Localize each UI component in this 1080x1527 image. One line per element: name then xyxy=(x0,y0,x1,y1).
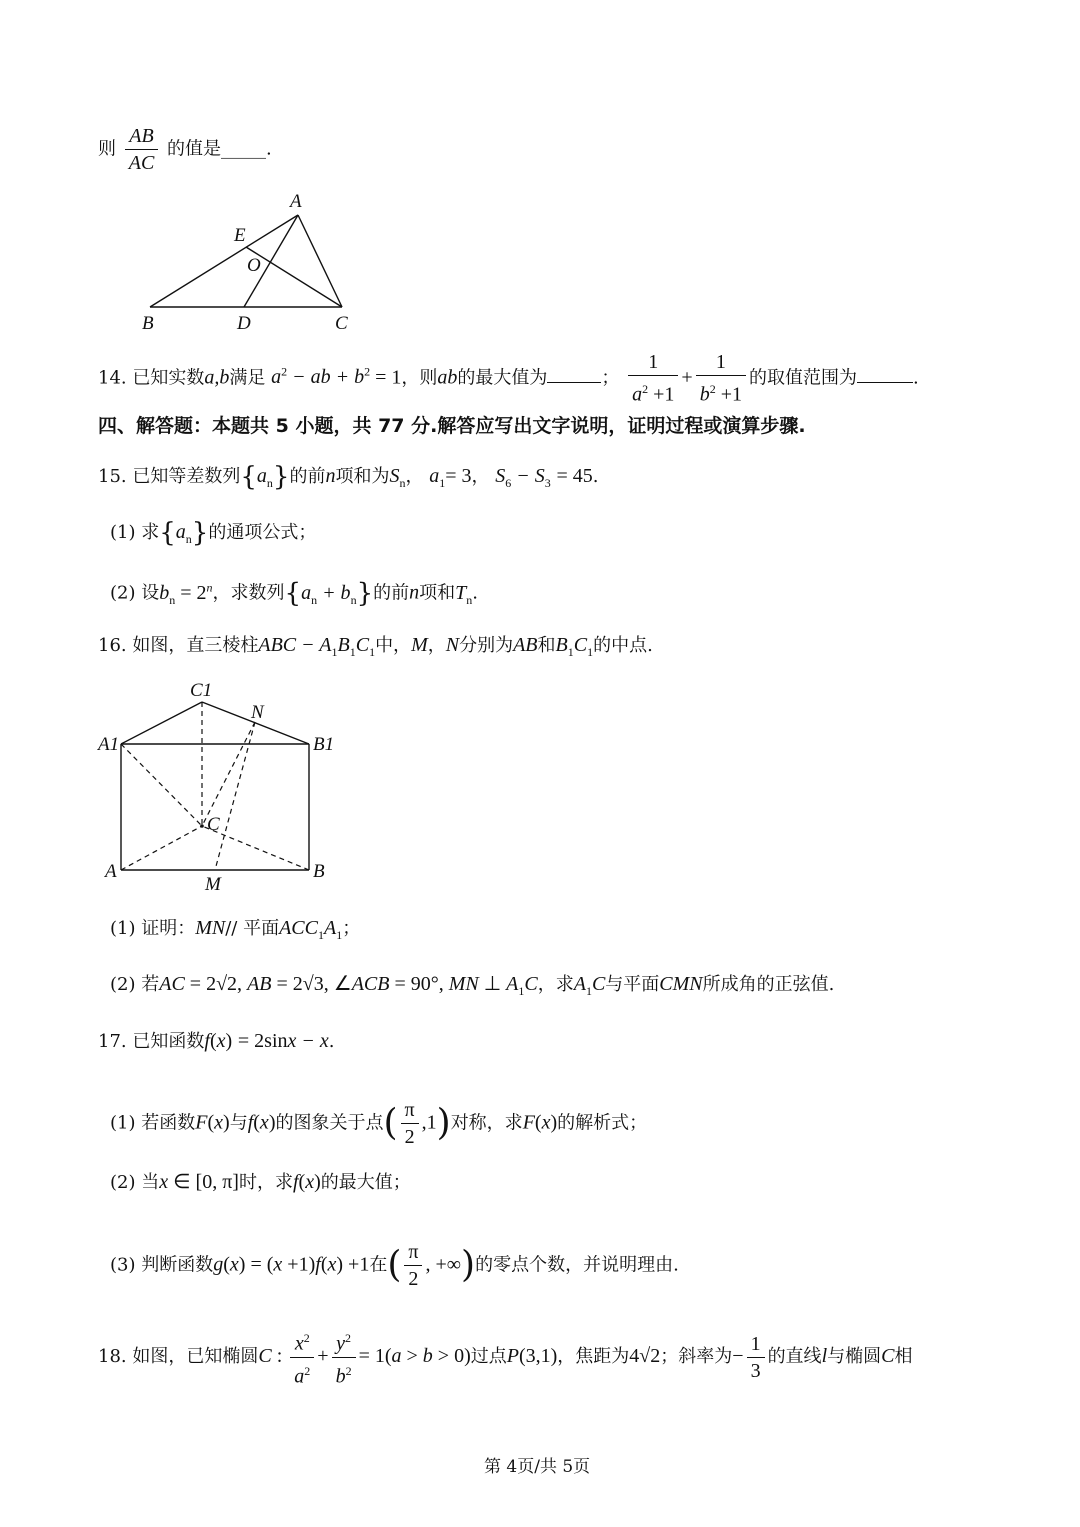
label-B: B xyxy=(142,313,154,334)
question-15: 15. 已知等差数列$\{a_n\}$的前n项和为$S_n$， $a_1= 3$， $S_6 - S_3 = 45$. xyxy=(98,462,599,492)
label-A: A xyxy=(105,861,117,882)
question-16-part-2: (2) 若AC = 2√2, AB = 2√3, ∠ACB = 90°, MN ⊥ $A_1C$，求$A_1C$与平面CMN所成角的正弦值. xyxy=(110,973,835,998)
label-C1: C1 xyxy=(190,680,213,701)
question-16: 16. 如图，直三棱柱ABC − $A_1B_1C_1$中，M，N分别为AB和$B_1C_1$的中点. xyxy=(98,634,653,659)
label-C: C xyxy=(335,313,348,334)
question-15-part-1: (1) 求$\{a_n\}$的通项公式； xyxy=(110,518,317,548)
label-O: O xyxy=(247,255,261,276)
question-17-part-3: (3) 判断函数g(x) = (x +1)f(x) +1在( $\frac{\pi}{2}$ , +∞)的零点个数，并说明理由. xyxy=(110,1241,679,1290)
label-A1: A1 xyxy=(98,734,120,755)
section-heading: 四、解答题：本题共 5 小题，共 77 分.解答应写出文字说明，证明过程或演算步骤. xyxy=(98,415,806,437)
q14-fraction-2: $\frac{1}{b^2 +1}$ xyxy=(696,350,746,407)
prism-figure xyxy=(95,680,345,895)
label-B: B xyxy=(313,861,325,882)
question-14: 14. 已知实数a,b满足 $a^2$ − ab + $b^2 = 1$，则ab的最大值为 ； $\frac{1}{a^2 +1}$ + $\frac{1}{b^2 +1}$ 的取值范围为 . xyxy=(98,351,919,406)
label-D: D xyxy=(237,313,251,334)
label-M: M xyxy=(205,874,221,895)
q13-line: 则 $\frac{AB}{AC}$ 的值是_____. xyxy=(98,125,272,174)
label-E: E xyxy=(234,225,246,246)
question-17-part-1: (1) 若函数F(x)与f(x)的图象关于点( $\frac{\pi}{2}$ ,1)对称，求F(x)的解析式； xyxy=(110,1099,648,1148)
question-17-part-2: (2) 当x ∈ [0, π]时，求f(x)的最大值； xyxy=(110,1171,411,1193)
q14-fraction-1: $\frac{1}{a^2 +1}$ xyxy=(628,350,678,407)
label-B1: B1 xyxy=(313,734,335,755)
triangle-figure xyxy=(130,185,370,340)
question-17: 17. 已知函数f(x) = 2sinx − x. xyxy=(98,1030,335,1052)
question-16-part-1: (1) 证明：MN// 平面$ACC_1A_1$； xyxy=(110,917,361,942)
label-A: A xyxy=(290,191,302,212)
label-C: C xyxy=(207,814,220,835)
question-18: 18. 如图，已知椭圆C : $\frac{x^2}{a^2}$ + $\frac{y^2}{b^2}$ = 1(a > b > 0)过点P(3,1)，焦距为4√2；斜率为− $\frac{1}{3}$ 的直线l与椭圆C相 xyxy=(98,1326,912,1388)
q13-fraction: $\frac{AB}{AC}$ xyxy=(125,124,159,175)
label-N: N xyxy=(251,702,264,723)
question-15-part-2: (2) 设$b_n = 2^n$，求数列$\{a_n + b_n\}$的前n项和$T_n$. xyxy=(110,578,478,609)
page-footer: 第 4页/共 5页 xyxy=(484,1457,591,1477)
